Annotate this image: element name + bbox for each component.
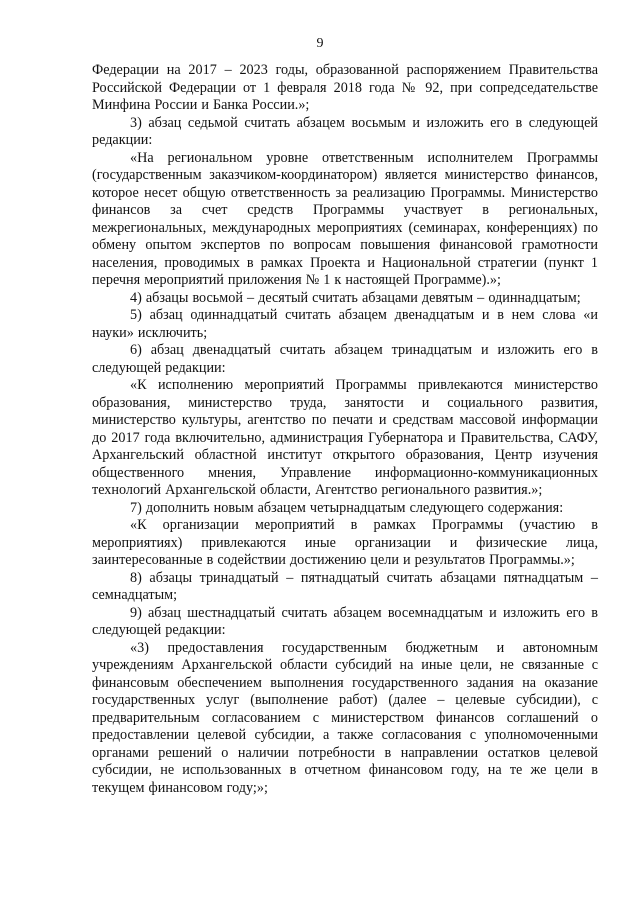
paragraph: «3) предоставления государственным бюджетным и автономным учреждениям Архангельской области субсидий на иные цели, не связанные с финансовым обеспечением выполнения государственного задания на оказание государственных услуг (выполнение работ) (далее – целевые субсидии), с предварительным согласованием с министерством финансов соглашений о предоставлении целевой субсидии, а также согласования с уполномоченными органами решений о наличии потребности в направлении остатков целевой субсидии, не использованных в отчетном финансовом году, на те же цели в текущем финансовом году;»; — [92, 639, 598, 796]
paragraph: «На региональном уровне ответственным исполнителем Программы (государственным заказчиком-координатором) является министерство финансов, которое несет общую ответственность за реализацию Программы. Министерство финансов за счет средств Программы участвует в региональных, межрегиональных, международных мероприятиях (семинарах, конференциях) по обмену опытом экспертов по вопросам повышения финансовой грамотности населения, проводимых в рамках Проекта и Национальной стратегии (пункт 1 перечня мероприятий приложения № 1 к настоящей Программе).»; — [92, 149, 598, 288]
document-body — [92, 62, 598, 797]
paragraph: «К организации мероприятий в рамках Программы (участию в мероприятиях) привлекаются иные организации и физические лица, заинтересованные в содействии достижению цели и результатов Программы.»; — [92, 517, 598, 568]
page-number: 9 — [316, 36, 324, 51]
paragraph: 6) абзац двенадцатый считать абзацем тринадцатым и изложить его в следующей редакции: — [92, 342, 598, 376]
paragraph: «К исполнению мероприятий Программы привлекаются министерство образования, министерство труда, занятости и социального развития, министерство культуры, агентство по печати и средствам массовой информации до 2017 года включительно, администрация Губернатора и Правительства, САФУ, Архангельский областной институт открытого образования, Центр изучения общественного мнения, Управление информационно-коммуникационных технологий Архангельской области, Агентство регионального развития.»; — [92, 377, 598, 498]
paragraph: 5) абзац одиннадцатый считать абзацем двенадцатым и в нем слова «и науки» исключить; — [92, 307, 598, 341]
paragraph: 9) абзац шестнадцатый считать абзацем восемнадцатым и изложить его в следующей редакции: — [92, 604, 598, 638]
paragraph: 8) абзацы тринадцатый – пятнадцатый считать абзацами пятнадцатым – семнадцатым; — [92, 569, 598, 603]
paragraph: 4) абзацы восьмой – десятый считать абзацами девятым – одиннадцатым; — [130, 289, 581, 306]
paragraph: 3) абзац седьмой считать абзацем восьмым и изложить его в следующей редакции: — [92, 114, 598, 148]
paragraph: 7) дополнить новым абзацем четырнадцатым следующего содержания: — [130, 499, 564, 516]
paragraph: Федерации на 2017 – 2023 годы, образованной распоряжением Правительства Российской Федерации от 1 февраля 2018 года № 92, при сопредседательстве Минфина России и Банка России.»; — [92, 62, 598, 113]
